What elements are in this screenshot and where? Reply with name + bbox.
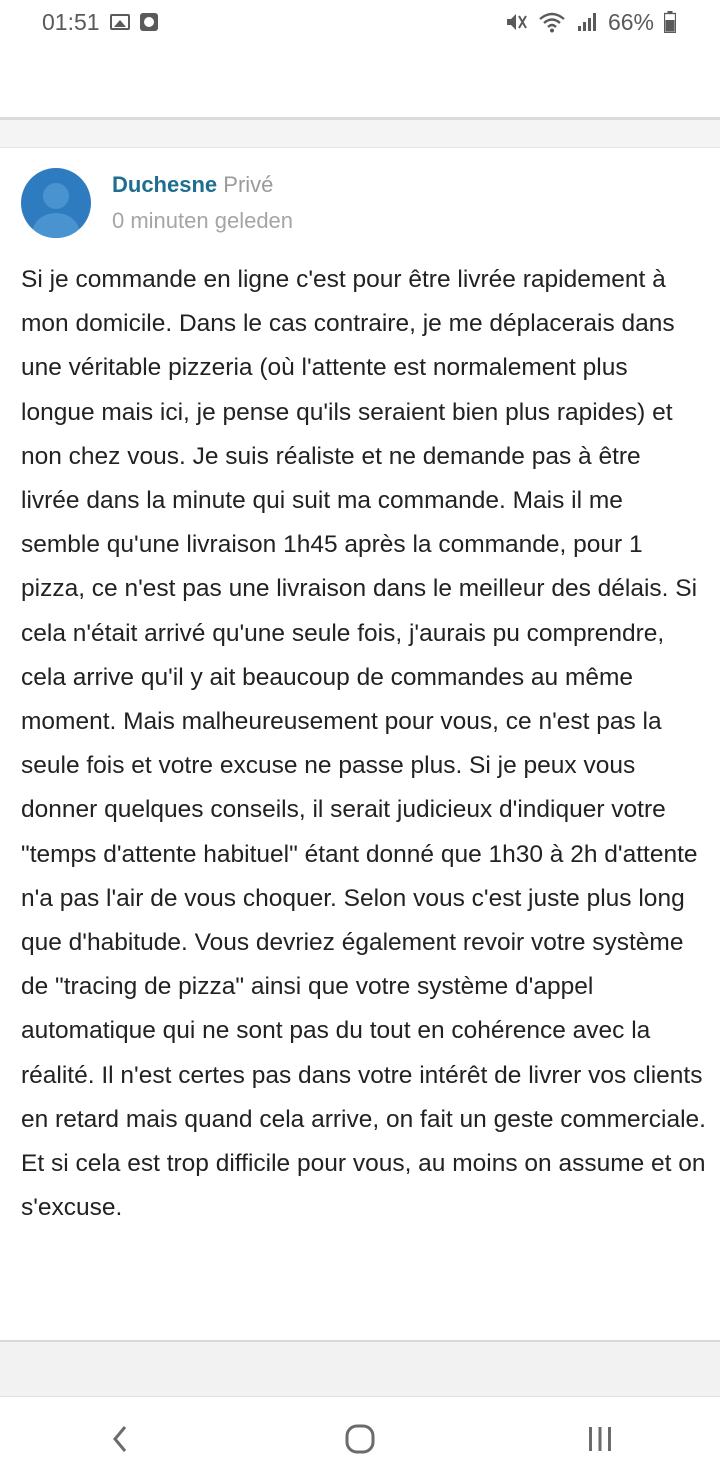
mute-icon <box>504 11 528 33</box>
privacy-label: Privé <box>223 172 274 197</box>
home-button[interactable] <box>320 1409 400 1469</box>
recents-button[interactable] <box>560 1409 640 1469</box>
status-left <box>42 9 158 36</box>
status-right <box>504 9 676 36</box>
recents-icon <box>586 1425 614 1453</box>
review-time: 0 minuten geleden <box>112 208 294 233</box>
avatar[interactable] <box>21 168 91 238</box>
app-top-area <box>0 44 720 120</box>
status-time: 01:51 <box>42 8 100 35</box>
back-chevron-icon <box>110 1424 130 1454</box>
navigation-bar <box>0 1396 720 1480</box>
author-line <box>112 172 273 198</box>
image-icon <box>110 14 130 30</box>
bottom-strip <box>0 1342 720 1396</box>
back-button[interactable] <box>80 1409 160 1469</box>
home-icon <box>344 1423 376 1455</box>
user-silhouette-icon <box>21 168 91 238</box>
clock-icon <box>140 13 158 31</box>
wifi-icon <box>538 11 566 33</box>
battery-icon <box>664 11 676 33</box>
review-text: Si je commande en ligne c'est pour être livrée rapidement à mon domicile. Dans le cas contraire, je me déplacerais dans une véritable pizzeria (où l'attente est normalement plus longue mais ici, je pense qu'ils seraient bien plus rapides) et non chez vous. Je suis réaliste et ne demande pas à être livrée dans la minute qui suit ma commande. Mais il me semble qu'une livraison 1h45 après la commande, pour 1 pizza, ce n'est pas une livraison dans le meilleur des délais. Si cela n'était arrivé qu'une seule fois, j'aurais pu comprendre, cela arrive qu'il y ait beaucoup de commandes au même moment. Mais malheureusement pour vous, ce n'est pas la seule fois et votre excuse ne passe plus. Si je peux vous donner quelques conseils, il serait judicieux d'indiquer votre "temps d'attente habituel" étant donné que 1h30 à 2h d'attente n'a pas l'air de vous choquer. Selon vous c'est juste plus long que d'habitude. Vous devriez également revoir votre système de "tracing de pizza" ainsi que votre système d'appel automatique qui ne sont pas du tout en cohérence avec la réalité. Il n'est certes pas dans votre intérêt de livrer vos clients en retard mais quand cela arrive, on fait un geste commerciale. Et si cela est trop difficile pour vous, au moins on assume et on s'excuse. <box>21 266 706 1222</box>
signal-icon <box>576 11 598 33</box>
author-name[interactable]: Duchesne <box>112 172 218 197</box>
review-card <box>0 147 720 1342</box>
battery-percent: 66% <box>607 8 654 35</box>
status-bar <box>0 0 720 44</box>
